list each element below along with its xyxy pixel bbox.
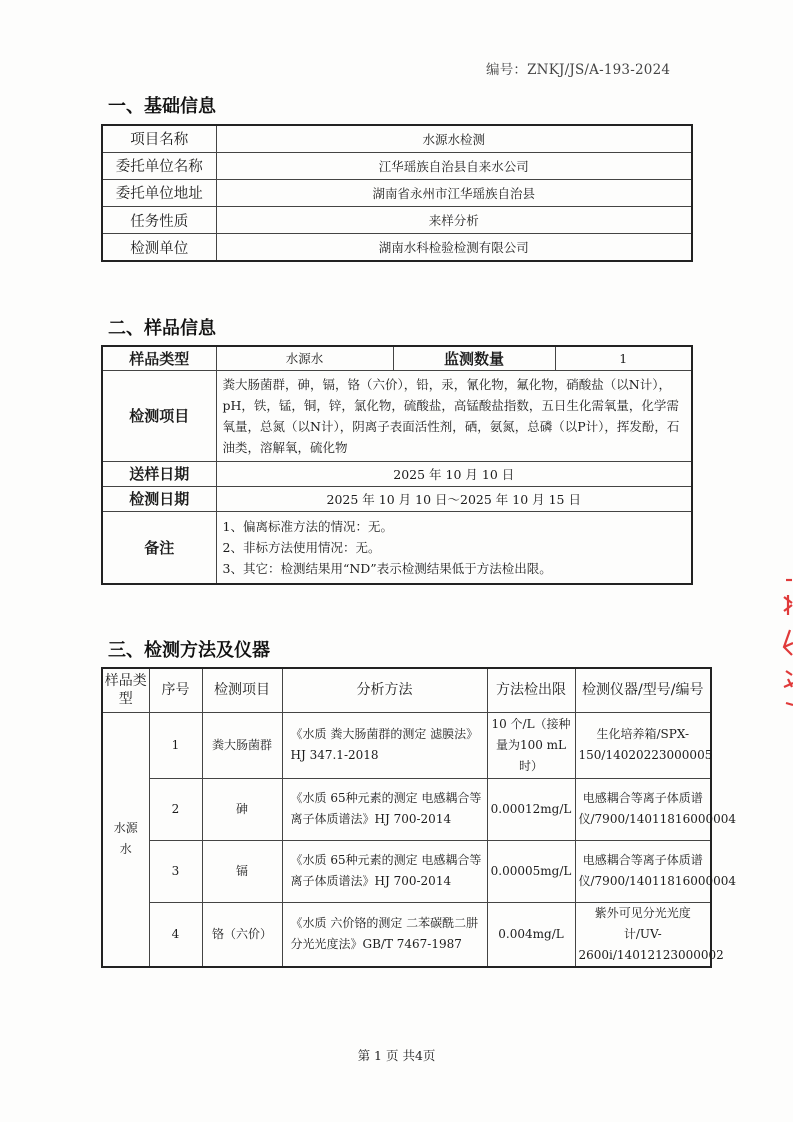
row-item: 镉 [202, 840, 282, 902]
remark-line: 2、非标方法使用情况：无。 [222, 539, 381, 555]
basic-info-label: 任务性质 [102, 207, 216, 234]
section-title-sample: 二、样品信息 [108, 318, 216, 339]
items-value: 粪大肠菌群，砷，镉，铬（六价），铅，汞，氰化物，氟化物，硝酸盐（以N计），pH，铁，锰，铜，锌，氯化物，硫酸盐，高锰酸盐指数，五日生化需氧量，化学需氧量，总氮（以N计），阴离子表面活性剂，硒，氨氮，总磷（以P计），挥发酚，石油类，溶解氧，硫化物 [216, 370, 692, 461]
row-limit: 0.00005mg/L [487, 840, 575, 902]
table-row [102, 712, 711, 778]
row-instrument: 电感耦合等离子体质谱仪/7900/14011816000004 [575, 778, 711, 840]
table-row [102, 902, 711, 967]
row-method: 《水质 65种元素的测定 电感耦合等离子体质谱法》HJ 700-2014 [282, 840, 487, 902]
remark-line: 1、偏离标准方法的情况：无。 [222, 518, 393, 534]
send-date-label: 送样日期 [102, 461, 216, 486]
row-instrument: 生化培养箱/SPX-150/14020223000005 [575, 712, 711, 778]
basic-info-row [102, 179, 692, 206]
row-item: 铬（六价） [202, 902, 282, 967]
header-limit: 方法检出限 [487, 668, 575, 712]
row-method: 《水质 65种元素的测定 电感耦合等离子体质谱法》HJ 700-2014 [282, 778, 487, 840]
document-number: 编号：ZNKJ/JS/A-193-2024 [486, 62, 671, 78]
row-limit: 0.004mg/L [487, 902, 575, 967]
header-sample-type: 样品类型 [102, 668, 149, 712]
row-no: 4 [149, 902, 202, 967]
method-table [101, 667, 737, 968]
header-instrument: 检测仪器/型号/编号 [575, 668, 711, 712]
row-method: 《水质 粪大肠菌群的测定 滤膜法》HJ 347.1-2018 [282, 712, 487, 778]
row-method: 《水质 六价铬的测定 二苯碳酰二肼分光光度法》GB/T 7467-1987 [282, 902, 487, 967]
row-item: 粪大肠菌群 [202, 712, 282, 778]
page-footer: 第 1 页 共4页 [357, 1048, 436, 1063]
basic-info-value: 水源水检测 [216, 125, 692, 152]
test-date-value: 2025 年 10 月 10 日～2025 年 10 月 15 日 [216, 486, 692, 511]
row-limit: 0.00012mg/L [487, 778, 575, 840]
row-no: 3 [149, 840, 202, 902]
basic-info-row [102, 207, 692, 234]
basic-info-label: 检测单位 [102, 234, 216, 261]
row-no: 1 [149, 712, 202, 778]
basic-info-table [101, 124, 693, 262]
row-instrument: 紫外可见分光光度计/UV-2600i/14012123000002 [575, 902, 711, 967]
send-date-value: 2025 年 10 月 10 日 [216, 461, 692, 486]
header-method: 分析方法 [282, 668, 487, 712]
header-no: 序号 [149, 668, 202, 712]
row-limit: 10 个/L（接种量为100 mL时） [487, 712, 575, 778]
sample-type-cell: 水源水 [102, 712, 149, 967]
items-label: 检测项目 [102, 370, 216, 461]
sample-type-value: 水源水 [216, 346, 393, 370]
basic-info-label: 项目名称 [102, 125, 216, 152]
seal-stamp-fragment [768, 575, 793, 725]
table-row [102, 840, 711, 902]
row-no: 2 [149, 778, 202, 840]
remarks-cell [216, 511, 692, 584]
remark-label: 备注 [102, 511, 216, 584]
sample-info-table [101, 345, 693, 585]
section-title-basic: 一、基础信息 [108, 96, 216, 117]
basic-info-value: 来样分析 [216, 207, 692, 234]
header-item: 检测项目 [202, 668, 282, 712]
row-item: 砷 [202, 778, 282, 840]
basic-info-label: 委托单位地址 [102, 179, 216, 206]
basic-info-label: 委托单位名称 [102, 152, 216, 179]
sample-type-label: 样品类型 [102, 346, 216, 370]
row-instrument: 电感耦合等离子体质谱仪/7900/14011816000004 [575, 840, 711, 902]
basic-info-row [102, 152, 692, 179]
count-value: 1 [555, 346, 692, 370]
basic-info-row [102, 234, 692, 261]
basic-info-row [102, 125, 692, 152]
test-date-label: 检测日期 [102, 486, 216, 511]
section-title-method: 三、检测方法及仪器 [108, 640, 270, 661]
basic-info-value: 湖南省永州市江华瑶族自治县 [216, 179, 692, 206]
table-row [102, 778, 711, 840]
basic-info-value: 江华瑶族自治县自来水公司 [216, 152, 692, 179]
basic-info-value: 湖南水科检验检测有限公司 [216, 234, 692, 261]
remark-line: 3、其它：检测结果用“ND”表示检测结果低于方法检出限。 [222, 560, 552, 576]
count-label: 监测数量 [393, 346, 555, 370]
